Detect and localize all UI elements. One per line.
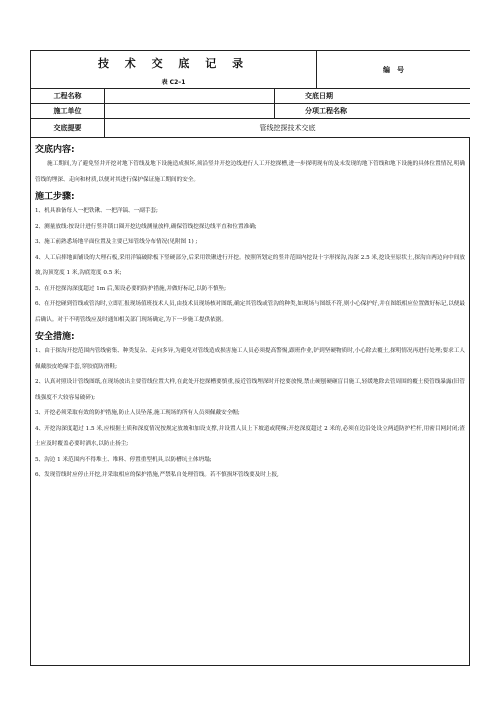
section-steps-title: 施工步骤: bbox=[35, 192, 75, 202]
step-item: 3、施工前熟悉场地平面位置及主要已知管线分布情况(见附图 1) ; bbox=[35, 239, 198, 245]
number-label: 编 号 bbox=[317, 51, 470, 89]
safety-item: 6、发现管线时应停止开挖,并采取相应的保护措施,严禁私自处理管线。若不慎损坏管线要及时上报, bbox=[35, 472, 279, 478]
header-table bbox=[30, 50, 470, 138]
safety-item: 1、由于探沟开挖范围内管线密集、种类复杂、走向多异,为避免对管线造成损害施工人员必须提高警惕,跟班作业,铲到坚硬物质时,小心除去覆土,探明情况再进行处理;要求工人佩戴胶皮绝缘手套,穿胶底防滑鞋; bbox=[35, 348, 465, 370]
technical-handover-form bbox=[30, 50, 470, 676]
handover-content bbox=[30, 138, 470, 666]
project-name-value bbox=[105, 89, 275, 104]
contractor-value bbox=[105, 104, 275, 119]
form-title: 技 术 交 底 记 录 bbox=[97, 57, 250, 70]
summary-value: 管线挖探技术交底 bbox=[105, 119, 471, 138]
safety-item: 2、认真对照设计管线图纸,在现场放出主要管线位置大样,在此处开挖探槽要慎重,接近管线埋深时开挖要放慢,禁止硬刨硬砸盲目施工,轻缓地除去管周围的覆土使管线暴露(旧管线强度不大较容易破碎); bbox=[35, 379, 465, 401]
title-cell bbox=[31, 51, 317, 89]
step-item: 4、人工启摔地面铺设的大理石板,采用洋镐破除板下竖硬部分,后采用铁锹进行开挖。按照所划定的竖井范围内挖设十字形探沟,沟深 2.5 米,挖设至原状土,探沟自两边向中间放坡,沟顶宽度 1 米,沟底宽度 0.5 米; bbox=[35, 254, 465, 276]
safety-item: 4、开挖沟深度超过 1.5 米,应根据土质和深度情况按规定放坡和加设支撑,并设置人员上下坡道或爬梯;开挖深度超过 2 米的,必须在边沿处设立两道防护栏杆,用密目网封闭;渣土应及时覆盖必要时洒水,以防止扬尘; bbox=[35, 425, 465, 447]
summary-label: 交底提要 bbox=[31, 119, 105, 138]
sub-project-label: 分项工程名称 bbox=[275, 104, 471, 119]
handover-date-label: 交底日期 bbox=[275, 89, 471, 104]
intro-paragraph: 施工期间,为了避免竖井开挖对地下管线及地下设施造成损坏,须沿竖井开挖边线进行人工开挖探槽,进一步探明现有的及未发现的地下管线和地下设施的具体位置情况,明确管线的埋深、走向和材质,以便对其进行保护保证施工期间的安全。 bbox=[35, 161, 465, 183]
step-item: 6、在开挖碰到管线或管沟时,立即汇报现场值班技术人员,由技术员现场核对图纸,确定其管线或管沟的种类,如现场与图纸不符,则小心保护好,并在图纸相应位置做好标记,以便最后确认。对于不明管线应及时通知相关部门现场确定,为下一步施工提供依据。 bbox=[35, 301, 465, 323]
form-code: 表 C2–1 bbox=[161, 79, 186, 86]
section-safety-title: 安全措施: bbox=[35, 332, 75, 342]
contractor-label: 施工单位 bbox=[31, 104, 105, 119]
step-item: 5、在开挖探沟深度超过 1m 后,架设必要的防护措施,并做好标记,以防不慎坠; bbox=[35, 285, 227, 292]
safety-item: 3、开挖必须采取有效的防护措施,防止人员坠落,施工现场的所有人员须佩戴安全帽; bbox=[35, 410, 240, 416]
section-content-title: 交底内容: bbox=[35, 145, 75, 155]
step-item: 2、测量放线:按设计进行竖井锁口圈开挖边线测量放样,确保管线挖探边线平直和位置准确; bbox=[35, 223, 257, 230]
safety-item: 5、沟边 1 米范围内不得堆土、堆料、停置重型机具,以防槽坑土体坍塌; bbox=[35, 456, 212, 463]
step-item: 1、机具准备每人一把铁锹、一把洋镐、一副手套; bbox=[35, 208, 158, 214]
project-name-label: 工程名称 bbox=[31, 89, 105, 104]
